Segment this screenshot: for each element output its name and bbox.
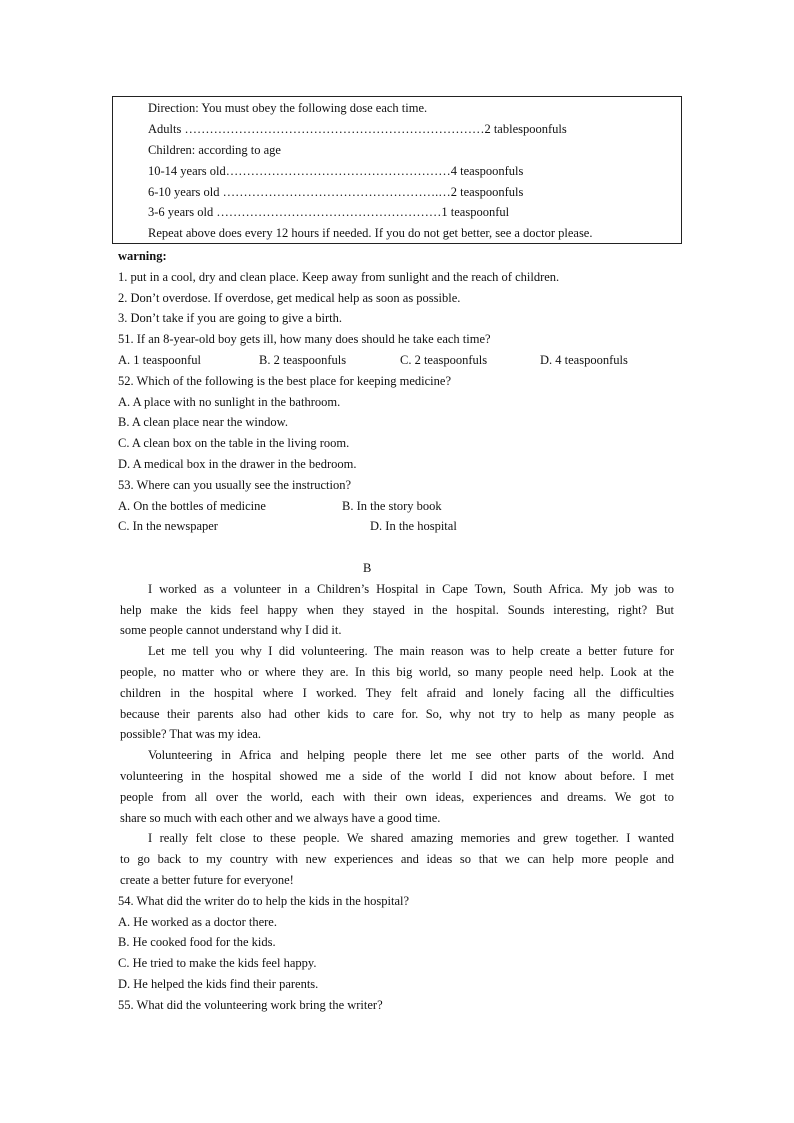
q54-option-c: C. He tried to make the kids feel happy. bbox=[118, 956, 317, 970]
q53-option-b: B. In the story book bbox=[342, 499, 442, 513]
q53-option-d: D. In the hospital bbox=[370, 519, 457, 533]
passage-line: help make the kids feel happy when they stayed in the hospital. Sounds interesting, right? But bbox=[120, 603, 674, 617]
passage-line: I really felt close to these people. We shared amazing memories and grew together. I wanted bbox=[148, 831, 674, 845]
q52-option-a: A. A place with no sunlight in the bathroom. bbox=[118, 395, 341, 409]
q54-option-a: A. He worked as a doctor there. bbox=[118, 915, 277, 929]
question-51: 51. If an 8-year-old boy gets ill, how many does should he take each time? bbox=[118, 332, 491, 346]
question-52: 52. Which of the following is the best place for keeping medicine? bbox=[118, 374, 452, 388]
section-b-label: B bbox=[363, 561, 372, 575]
question-53: 53. Where can you usually see the instruction? bbox=[118, 478, 352, 492]
passage-line: some people cannot understand why I did it. bbox=[120, 623, 342, 637]
warning-item: 1. put in a cool, dry and clean place. Keep away from sunlight and the reach of children. bbox=[118, 270, 560, 284]
repeat-line: Repeat above does every 12 hours if needed. If you do not get better, see a doctor please. bbox=[148, 226, 593, 240]
question-55: 55. What did the volunteering work bring the writer? bbox=[118, 998, 383, 1012]
passage-line: Let me tell you why I did volunteering. The main reason was to help create a better future for bbox=[148, 644, 674, 658]
passage-line: possible? That was my idea. bbox=[120, 727, 262, 741]
q52-option-c: C. A clean box on the table in the living room. bbox=[118, 436, 350, 450]
passage-line: Volunteering in Africa and helping people there let me see other parts of the world. And bbox=[148, 748, 674, 762]
passage-line: children in the hospital where I worked. They felt afraid and lonely facing all the difficulties bbox=[120, 686, 674, 700]
passage-line: because their parents also had other kids to care for. So, why not try to help as many people as bbox=[120, 707, 674, 721]
q51-option-c: C. 2 teaspoonfuls bbox=[400, 353, 488, 367]
dose-10-14-line: 10-14 years old………………………………………………4 teaspoonfuls bbox=[148, 164, 524, 178]
passage-line: volunteering in the hospital showed me a side of the world I did not know about before. I met bbox=[120, 769, 674, 783]
q52-option-b: B. A clean place near the window. bbox=[118, 415, 288, 429]
passage-line: people from all over the world, each with their own ideas, experiences and dreams. We got to bbox=[120, 790, 674, 804]
direction-line: Direction: You must obey the following dose each time. bbox=[148, 101, 428, 115]
adults-dose-line: Adults ………………………………………………………………2 tablespoonfuls bbox=[148, 122, 567, 136]
q52-option-d: D. A medical box in the drawer in the bedroom. bbox=[118, 457, 357, 471]
q53-option-c: C. In the newspaper bbox=[118, 519, 218, 533]
q51-option-a: A. 1 teaspoonful bbox=[118, 353, 201, 367]
passage-line: I worked as a volunteer in a Children’s Hospital in Cape Town, South Africa. My job was to bbox=[148, 582, 674, 596]
passage-line: create a better future for everyone! bbox=[120, 873, 294, 887]
q54-option-d: D. He helped the kids find their parents. bbox=[118, 977, 319, 991]
q51-option-b: B. 2 teaspoonfuls bbox=[259, 353, 347, 367]
passage-line: to go back to my country with new experiences and ideas so that we can help more people and bbox=[120, 852, 674, 866]
warning-item: 2. Don’t overdose. If overdose, get medical help as soon as possible. bbox=[118, 291, 461, 305]
q53-option-a: A. On the bottles of medicine bbox=[118, 499, 266, 513]
dose-6-10-line: 6-10 years old …………………………………………….…2 teaspoonfuls bbox=[148, 185, 524, 199]
question-54: 54. What did the writer do to help the kids in the hospital? bbox=[118, 894, 410, 908]
warning-heading: warning: bbox=[118, 249, 167, 263]
q54-option-b: B. He cooked food for the kids. bbox=[118, 935, 276, 949]
passage-line: people, no matter who or where they are. In this big world, so many people need help. Look at the bbox=[120, 665, 674, 679]
warning-item: 3. Don’t take if you are going to give a birth. bbox=[118, 311, 343, 325]
dose-3-6-line: 3-6 years old ………………………………………………1 teaspoonful bbox=[148, 205, 510, 219]
q51-option-d: D. 4 teaspoonfuls bbox=[540, 353, 628, 367]
passage-line: share so much with each other and we always have a good time. bbox=[120, 811, 441, 825]
children-line: Children: according to age bbox=[148, 143, 281, 157]
